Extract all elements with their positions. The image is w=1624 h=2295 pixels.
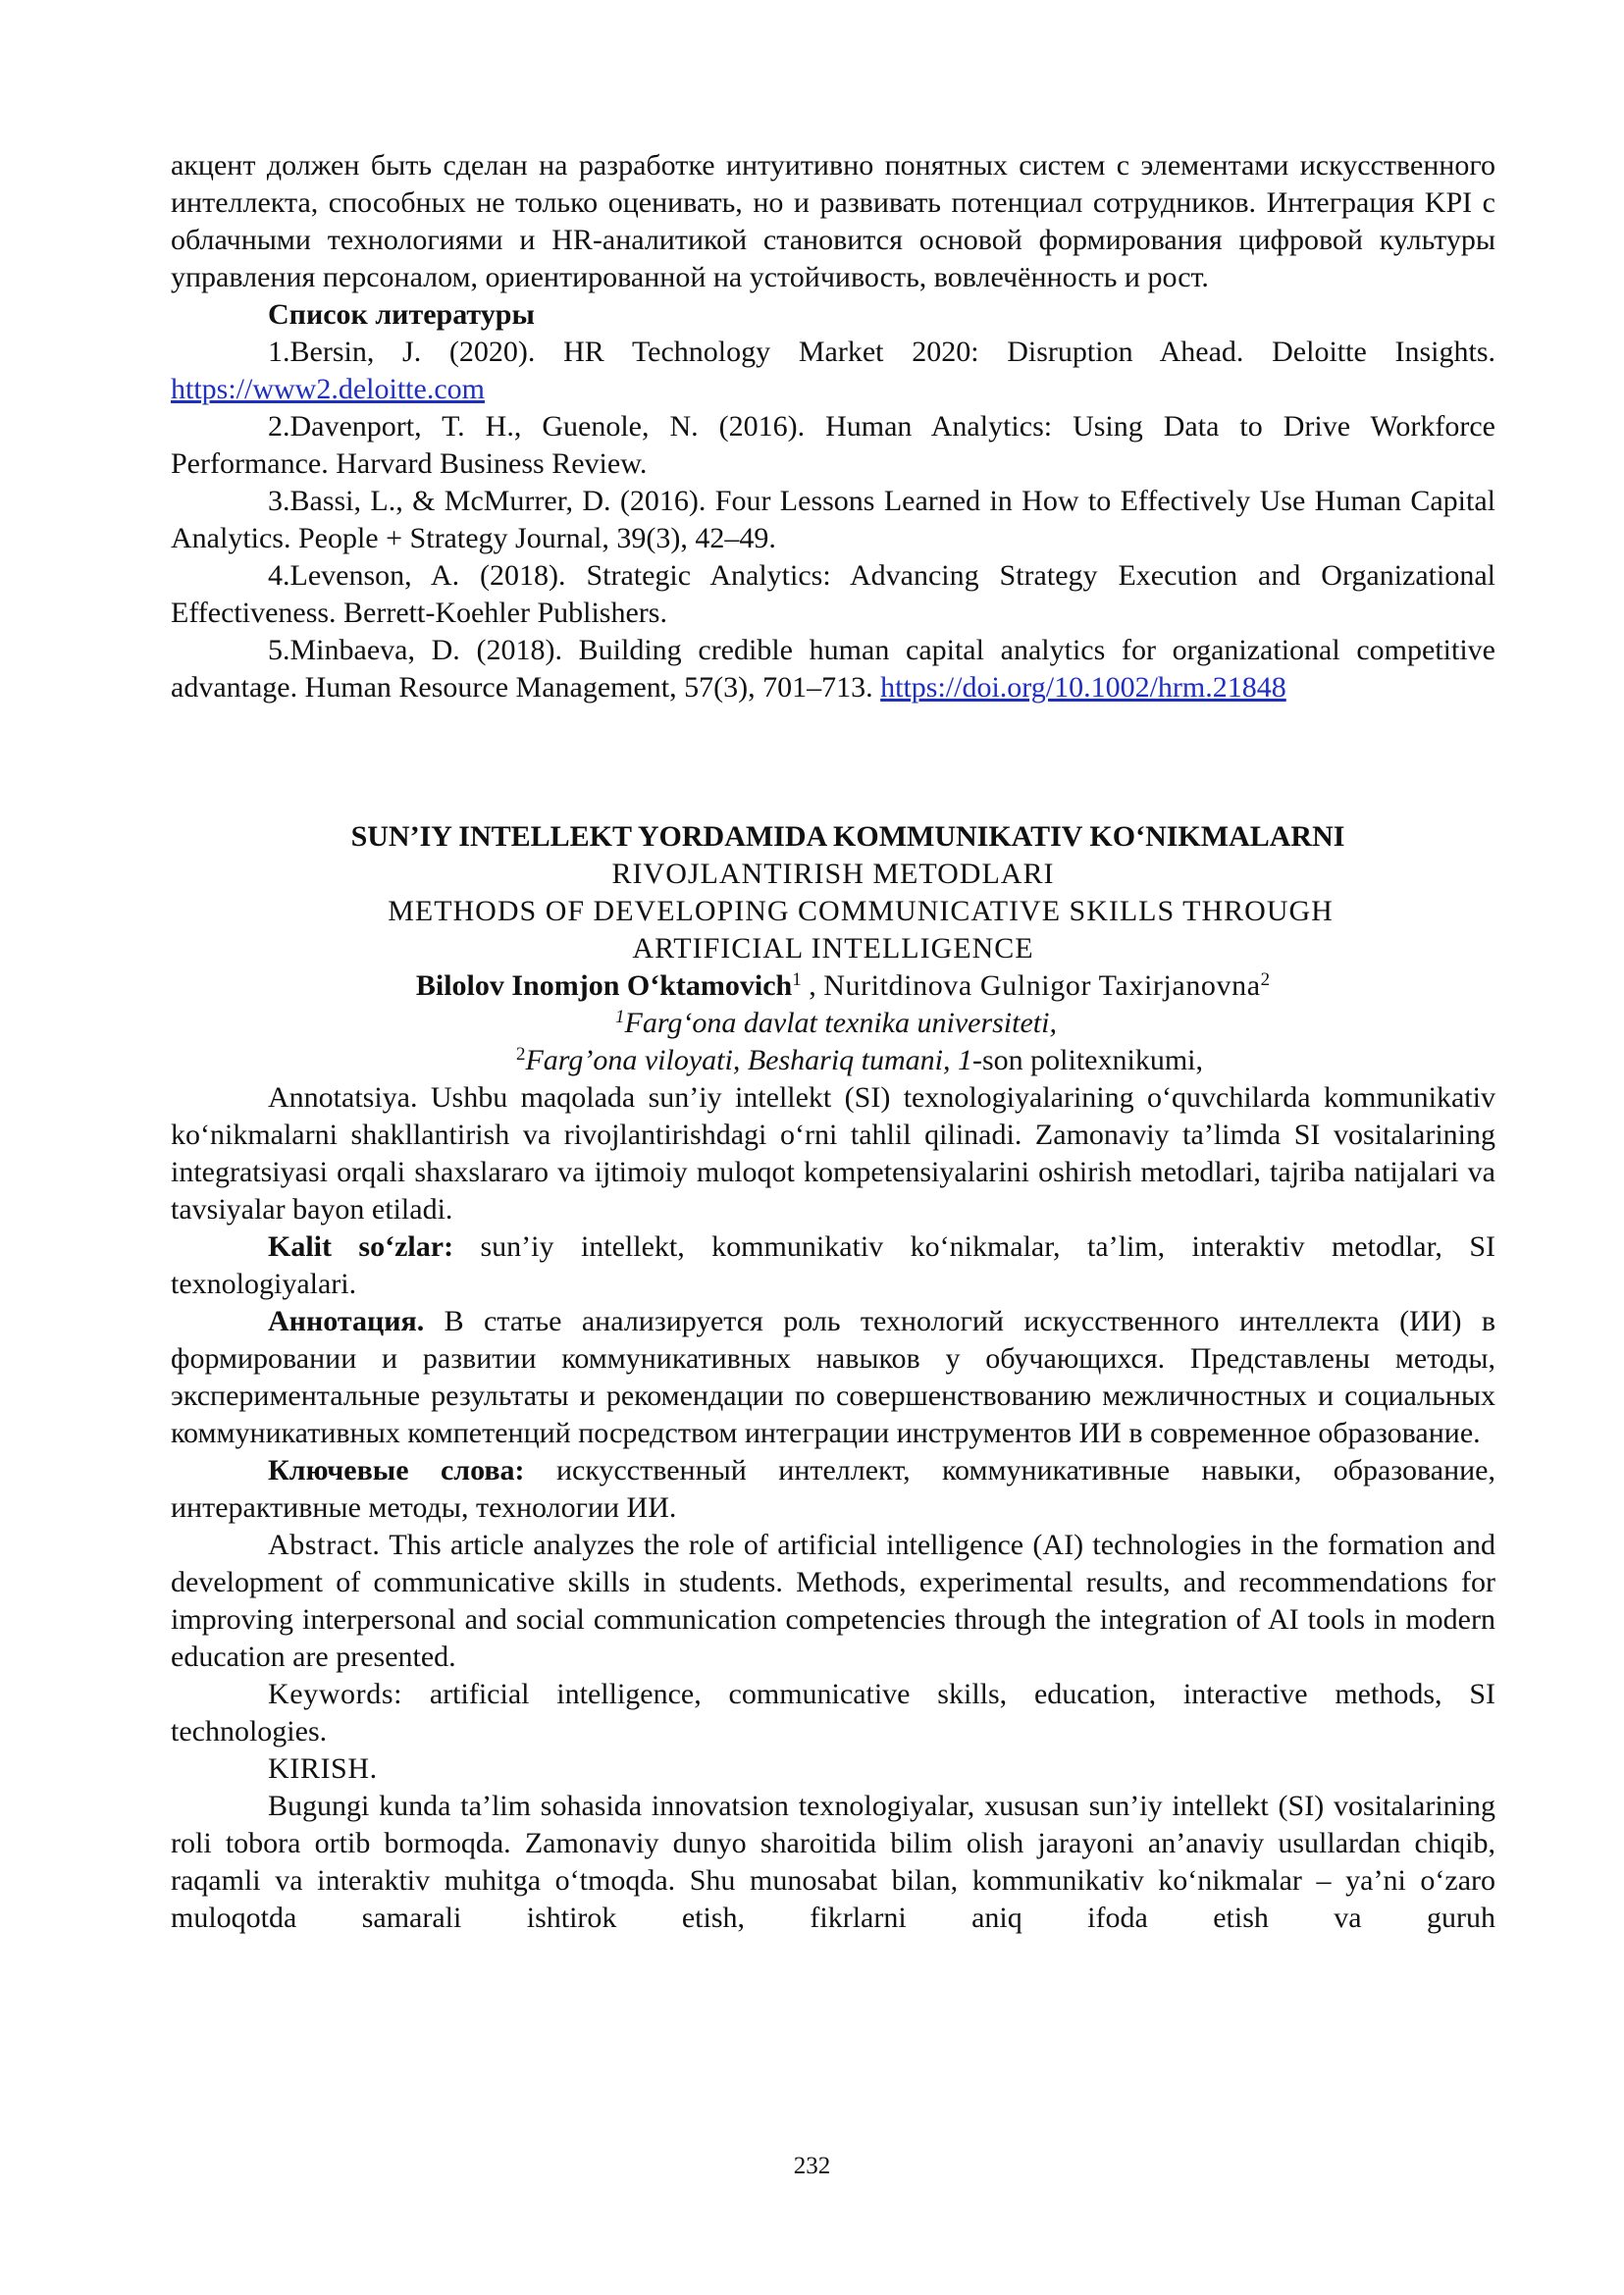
annotation-ru-text: В статье анализируется роль технологий искусственного интеллекта (ИИ) в формировании и развитии коммуникативных навыков у обучающихся. Представлены методы, экспериментальные результаты и рекомендации по совершенствованию межличностных и социальных коммуникативных компетенций посредством интеграции инструментов ИИ в современное образование. (171, 1305, 1495, 1449)
author-2-sup: 2 (1260, 969, 1271, 990)
reference-item (171, 408, 1495, 483)
reference-number: 4. (268, 559, 290, 592)
reference-text: Davenport, T. H., Guenole, N. (2016). Human Analytics: Using Data to Drive Workforce Performance. Harvard Business Review. (171, 410, 1495, 480)
affiliation-2 (171, 1042, 1495, 1079)
annotatsiya-paragraph: Annotatsiya. Ushbu maqolada sun’iy intellekt (SI) texnologiyalarining o‘quvchilarda kommunikativ ko‘nikmalarni shakllantirish va rivojlantirishdagi o‘rni tahlil qilinadi. Zamonaviy ta’limda SI vositalarining integratsiyasi orqali shaxslararo va ijtimoiy muloqot kompetensiyalarini oshirish metodlari, tajriba natijalari va tavsiyalar bayon etiladi. (171, 1081, 1495, 1226)
author-2: Nuritdinova Gulnigor Taxirjanovna (823, 969, 1261, 1002)
affiliation-1-text: Farg‘ona davlat texnika universiteti, (624, 1007, 1057, 1039)
reference-list (171, 334, 1495, 706)
reference-link[interactable]: https://doi.org/10.1002/hrm.21848 (880, 671, 1286, 704)
reference-number: 2. (268, 410, 290, 443)
reference-number: 5. (268, 634, 290, 666)
kirish-paragraph: Bugungi kunda ta’lim sohasida innovatsion texnologiyalar, xususan sun’iy intellekt (SI) vositalarining roli tobora ortib bormoqda. Zamonaviy dunyo sharoitida bilim olish jarayoni an’anaviy usullardan chiqib, raqamli va interaktiv muhitga o‘tmoqda. Shu munosabat bilan, kommunikativ ko‘nikmalar – ya’ni o‘zaro muloqotda samarali ishtirok etish, fikrlarni aniq ifoda etish va guruh (171, 1790, 1495, 1934)
affiliation-1-sup: 1 (615, 1007, 625, 1027)
affiliation-2-italic: Farg’ona viloyati, Beshariq tumani, 1 (525, 1044, 972, 1076)
kirish-heading: KIRISH. (268, 1752, 378, 1785)
keywords-ru-text: искусственный интеллект, коммуникативные навыки, образование, интерактивные методы, технологии ИИ. (171, 1454, 1495, 1524)
reference-item (171, 557, 1495, 632)
article-title-en-line1: METHODS OF DEVELOPING COMMUNICATIVE SKILLS THROUGH (388, 895, 1334, 927)
affiliation-2-sup: 2 (515, 1044, 526, 1065)
authors-line (171, 967, 1495, 1005)
reference-text: Minbaeva, D. (2018). Building credible human capital analytics for organizational competitive advantage. Human Resource Management, 57(3), 701–713. (171, 634, 1495, 704)
keywords-ru-paragraph (171, 1452, 1495, 1527)
kalit-sozlar-label: Kalit so‘zlar: (268, 1230, 454, 1263)
page-number: 232 (793, 2153, 831, 2179)
keywords-text: artificial intelligence, communicative skills, education, interactive methods, SI technologies. (171, 1678, 1495, 1747)
page-content (171, 147, 1495, 1937)
keywords-ru-label: Ключевые слова: (268, 1454, 525, 1487)
reference-text: Bassi, L., & McMurrer, D. (2016). Four Lessons Learned in How to Effectively Use Human Capital Analytics. People + Strategy Journal, 39(3), 42–49. (171, 485, 1495, 554)
reference-item (171, 483, 1495, 557)
section-gap (171, 706, 1495, 818)
abstract-label: Abstract. (268, 1529, 381, 1561)
abstract-text: This article analyzes the role of artificial intelligence (AI) technologies in the formation and development of communicative skills in students. Methods, experimental results, and recommendations for improving interpersonal and social communication competencies through the integration of AI tools in modern education are presented. (171, 1529, 1495, 1673)
abstract-paragraph (171, 1527, 1495, 1676)
article-title-en-line2: ARTIFICIAL INTELLIGENCE (632, 932, 1034, 965)
kalit-sozlar-paragraph (171, 1228, 1495, 1303)
keywords-label: Keywords: (268, 1678, 403, 1710)
kalit-sozlar-text: sun’iy intellekt, kommunikativ ko‘nikmalar, ta’lim, interaktiv metodlar, SI texnologiyalari. (171, 1230, 1495, 1300)
reference-text: Bersin, J. (2020). HR Technology Market 2020: Disruption Ahead. Deloitte Insights. (289, 336, 1495, 368)
author-1: Bilolov Inomjon O‘ktamovich (415, 969, 793, 1002)
references-heading: Список литературы (268, 298, 535, 331)
reference-link[interactable]: https://www2.deloitte.com (171, 373, 485, 405)
reference-item (171, 632, 1495, 706)
annotation-ru-paragraph (171, 1303, 1495, 1452)
keywords-paragraph (171, 1676, 1495, 1750)
affiliation-1 (171, 1005, 1495, 1042)
article-title-uz-line1: SUN’IY INTELLEKT YORDAMIDA KOMMUNIKATIV KO‘NIKMALARNI (350, 820, 1345, 853)
continuation-paragraph: акцент должен быть сделан на разработке интуитивно понятных систем с элементами искусственного интеллекта, способных не только оценивать, но и развивать потенциал сотрудников. Интеграция KPI с облачными технологиями и HR-аналитикой становится основой формирования цифровой культуры управления персоналом, ориентированной на устойчивость, вовлечённость и рост. (171, 149, 1495, 293)
reference-text: Levenson, A. (2018). Strategic Analytics: Advancing Strategy Execution and Organizational Effectiveness. Berrett-Koehler Publishers. (171, 559, 1495, 629)
affiliation-2-rest: -son politexnikumi, (972, 1044, 1203, 1076)
reference-item (171, 334, 1495, 408)
author-separator: , (801, 969, 824, 1002)
reference-number: 3. (268, 485, 290, 517)
annotation-ru-label: Аннотация. (268, 1305, 425, 1337)
author-1-sup: 1 (792, 969, 802, 990)
reference-number: 1. (268, 336, 290, 368)
article-title-uz-line2: RIVOJLANTIRISH METODLARI (611, 858, 1055, 890)
